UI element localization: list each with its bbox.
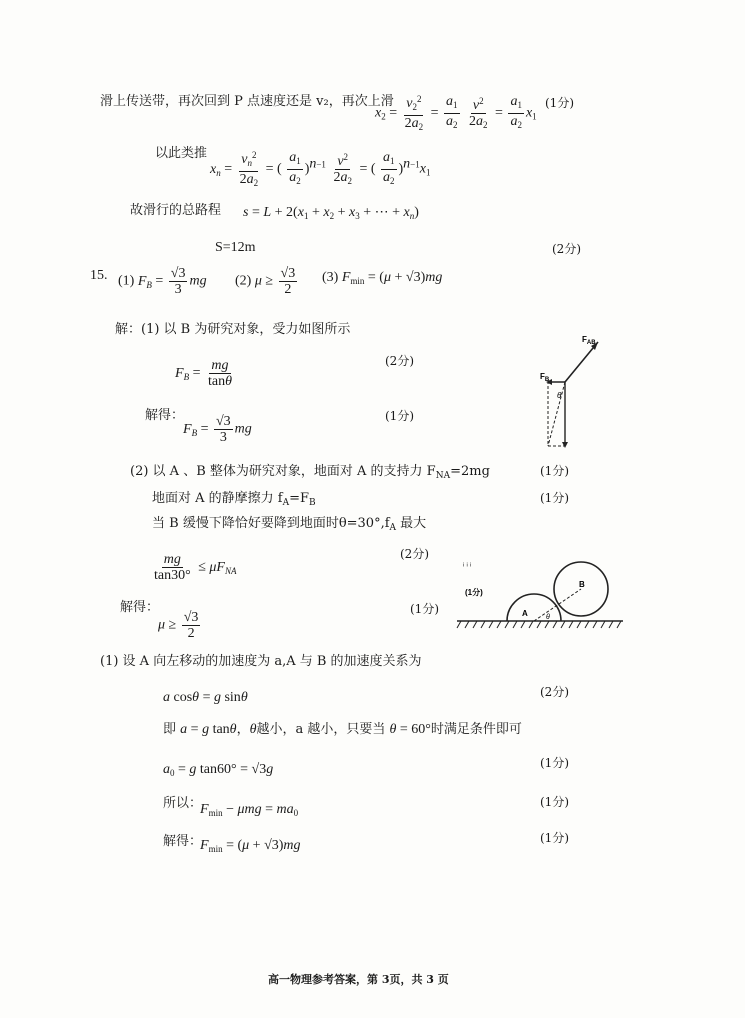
answer-15-2: (2) μ ≥ $\frac{√3}{2}$ <box>235 266 296 297</box>
score-1: (1分) <box>545 96 574 110</box>
center-line <box>534 589 581 621</box>
label-figure-top: ᵢ ᵢ ᵢ <box>463 559 472 568</box>
label-jiede-2: 解得： <box>120 600 160 615</box>
equation-mu-result: μ ≥ $\frac{√3}{2}$ <box>158 610 199 641</box>
force-diagram <box>530 330 610 455</box>
label-jiede-3: 解得： <box>163 834 203 849</box>
force-gravity-arrowhead <box>562 442 568 448</box>
text-ji-line: 即 a = g tanθ，θ越小，a 越小，只要当 θ = 60°时满足条件即可 <box>163 722 522 737</box>
equation-fmin-result: $F_{min} = (\mu + √3)mg$ <box>200 838 301 854</box>
text-line-1: 滑上传送带，再次回到 P 点速度还是 v₂，再次上滑 <box>100 94 394 109</box>
label-jiede-1: 解得： <box>145 408 185 423</box>
answer-15-1: (1) $F_B$ = $\frac{√3}{3}$ mg <box>118 266 207 297</box>
equation-a0: $a_0 = g$ tan60° = √3g <box>163 762 274 778</box>
question-15-number: 15. <box>90 268 108 283</box>
score-8: (1分) <box>410 602 439 616</box>
result-s: S=12m <box>215 240 256 255</box>
label-theta-2: θ <box>546 614 550 621</box>
equation-total-path: $s = L + 2(x_1 + x_2 + x_3$ + ⋯ + $x_n$) <box>243 205 419 221</box>
ground-hatching <box>457 621 621 628</box>
label-suoyi: 所以： <box>163 796 203 811</box>
label-b: B <box>579 580 585 589</box>
score-2: (2分) <box>552 242 581 256</box>
score-10: (1分) <box>540 756 569 770</box>
answer-15-3: (3) $F_{min} = (\mu + √3)mg$ <box>322 270 443 286</box>
equation-fmin-ma: $F_{min} - \mu mg = ma_0$ <box>200 802 299 818</box>
score-6: (1分) <box>540 491 569 505</box>
label-figure-score: (1分) <box>465 588 483 597</box>
text-line-3: 故滑行的总路程 <box>130 203 222 218</box>
equation-friction-inequality: $\frac{mg}{\tan 30^\circ}$ ≤ $\mu F_{NA}$ <box>154 552 237 583</box>
text-line-2: 以此类推 <box>155 146 208 161</box>
equation-x2: $x_2$ = $\frac{v_2^2}{2a_2}$ = $\frac{a_1}{a_2}$ $\frac{v^2}{2a_2}$ = $\frac{a_1}{a_2}$ $x_1$ <box>375 94 537 132</box>
score-7: (2分) <box>400 547 429 561</box>
solution-part-1: 解：(1) 以 B 为研究对象，受力如图所示 <box>115 322 351 337</box>
score-12: (1分) <box>540 831 569 845</box>
equation-fb-tan: $F_B$ = $\frac{mg}{\tan\theta}$ <box>175 358 232 389</box>
semicircle-diagram <box>455 550 627 632</box>
text-friction: 地面对 A 的静摩擦力 $f_A=F_B$ <box>152 491 316 508</box>
solution-part-2: (2) 以 A 、B 整体为研究对象，地面对 A 的支持力 $F_{NA}=2mg$ <box>130 464 490 481</box>
score-5: (1分) <box>540 464 569 478</box>
label-theta-1: θ <box>557 391 562 400</box>
label-fab: $F_{AB}$ <box>582 335 596 346</box>
equation-xn: $x_n$ = $\frac{v_n^2}{2a_2}$ = ( $\frac{a_1}{a_2}$ )$^{n-1}$ $\frac{v^2}{2a_2}$ = ( $\frac{a_1}{a_2}$ )$^{n-1}x_1$ <box>210 150 431 188</box>
semicircle-a <box>507 594 561 621</box>
label-a: A <box>522 609 528 618</box>
equation-acos: a cosθ = g sinθ <box>163 690 248 705</box>
score-4: (1分) <box>385 409 414 423</box>
page-footer: 高一物理参考答案，第 3页，共 3 页 <box>268 973 449 986</box>
score-11: (1分) <box>540 795 569 809</box>
solution-part-3: (1) 设 A 向左移动的加速度为 a,A 与 B 的加速度关系为 <box>100 654 422 669</box>
equation-fb-result: $F_B$ = $\frac{√3}{3}$ mg <box>183 414 252 445</box>
text-condition: 当 B 缓慢下降恰好要降到地面时$\theta=30^\circ,f_A$ 最大 <box>152 516 427 533</box>
score-9: (2分) <box>540 685 569 699</box>
label-fb: $F_B$ <box>540 372 550 383</box>
score-3: (2分) <box>385 354 414 368</box>
